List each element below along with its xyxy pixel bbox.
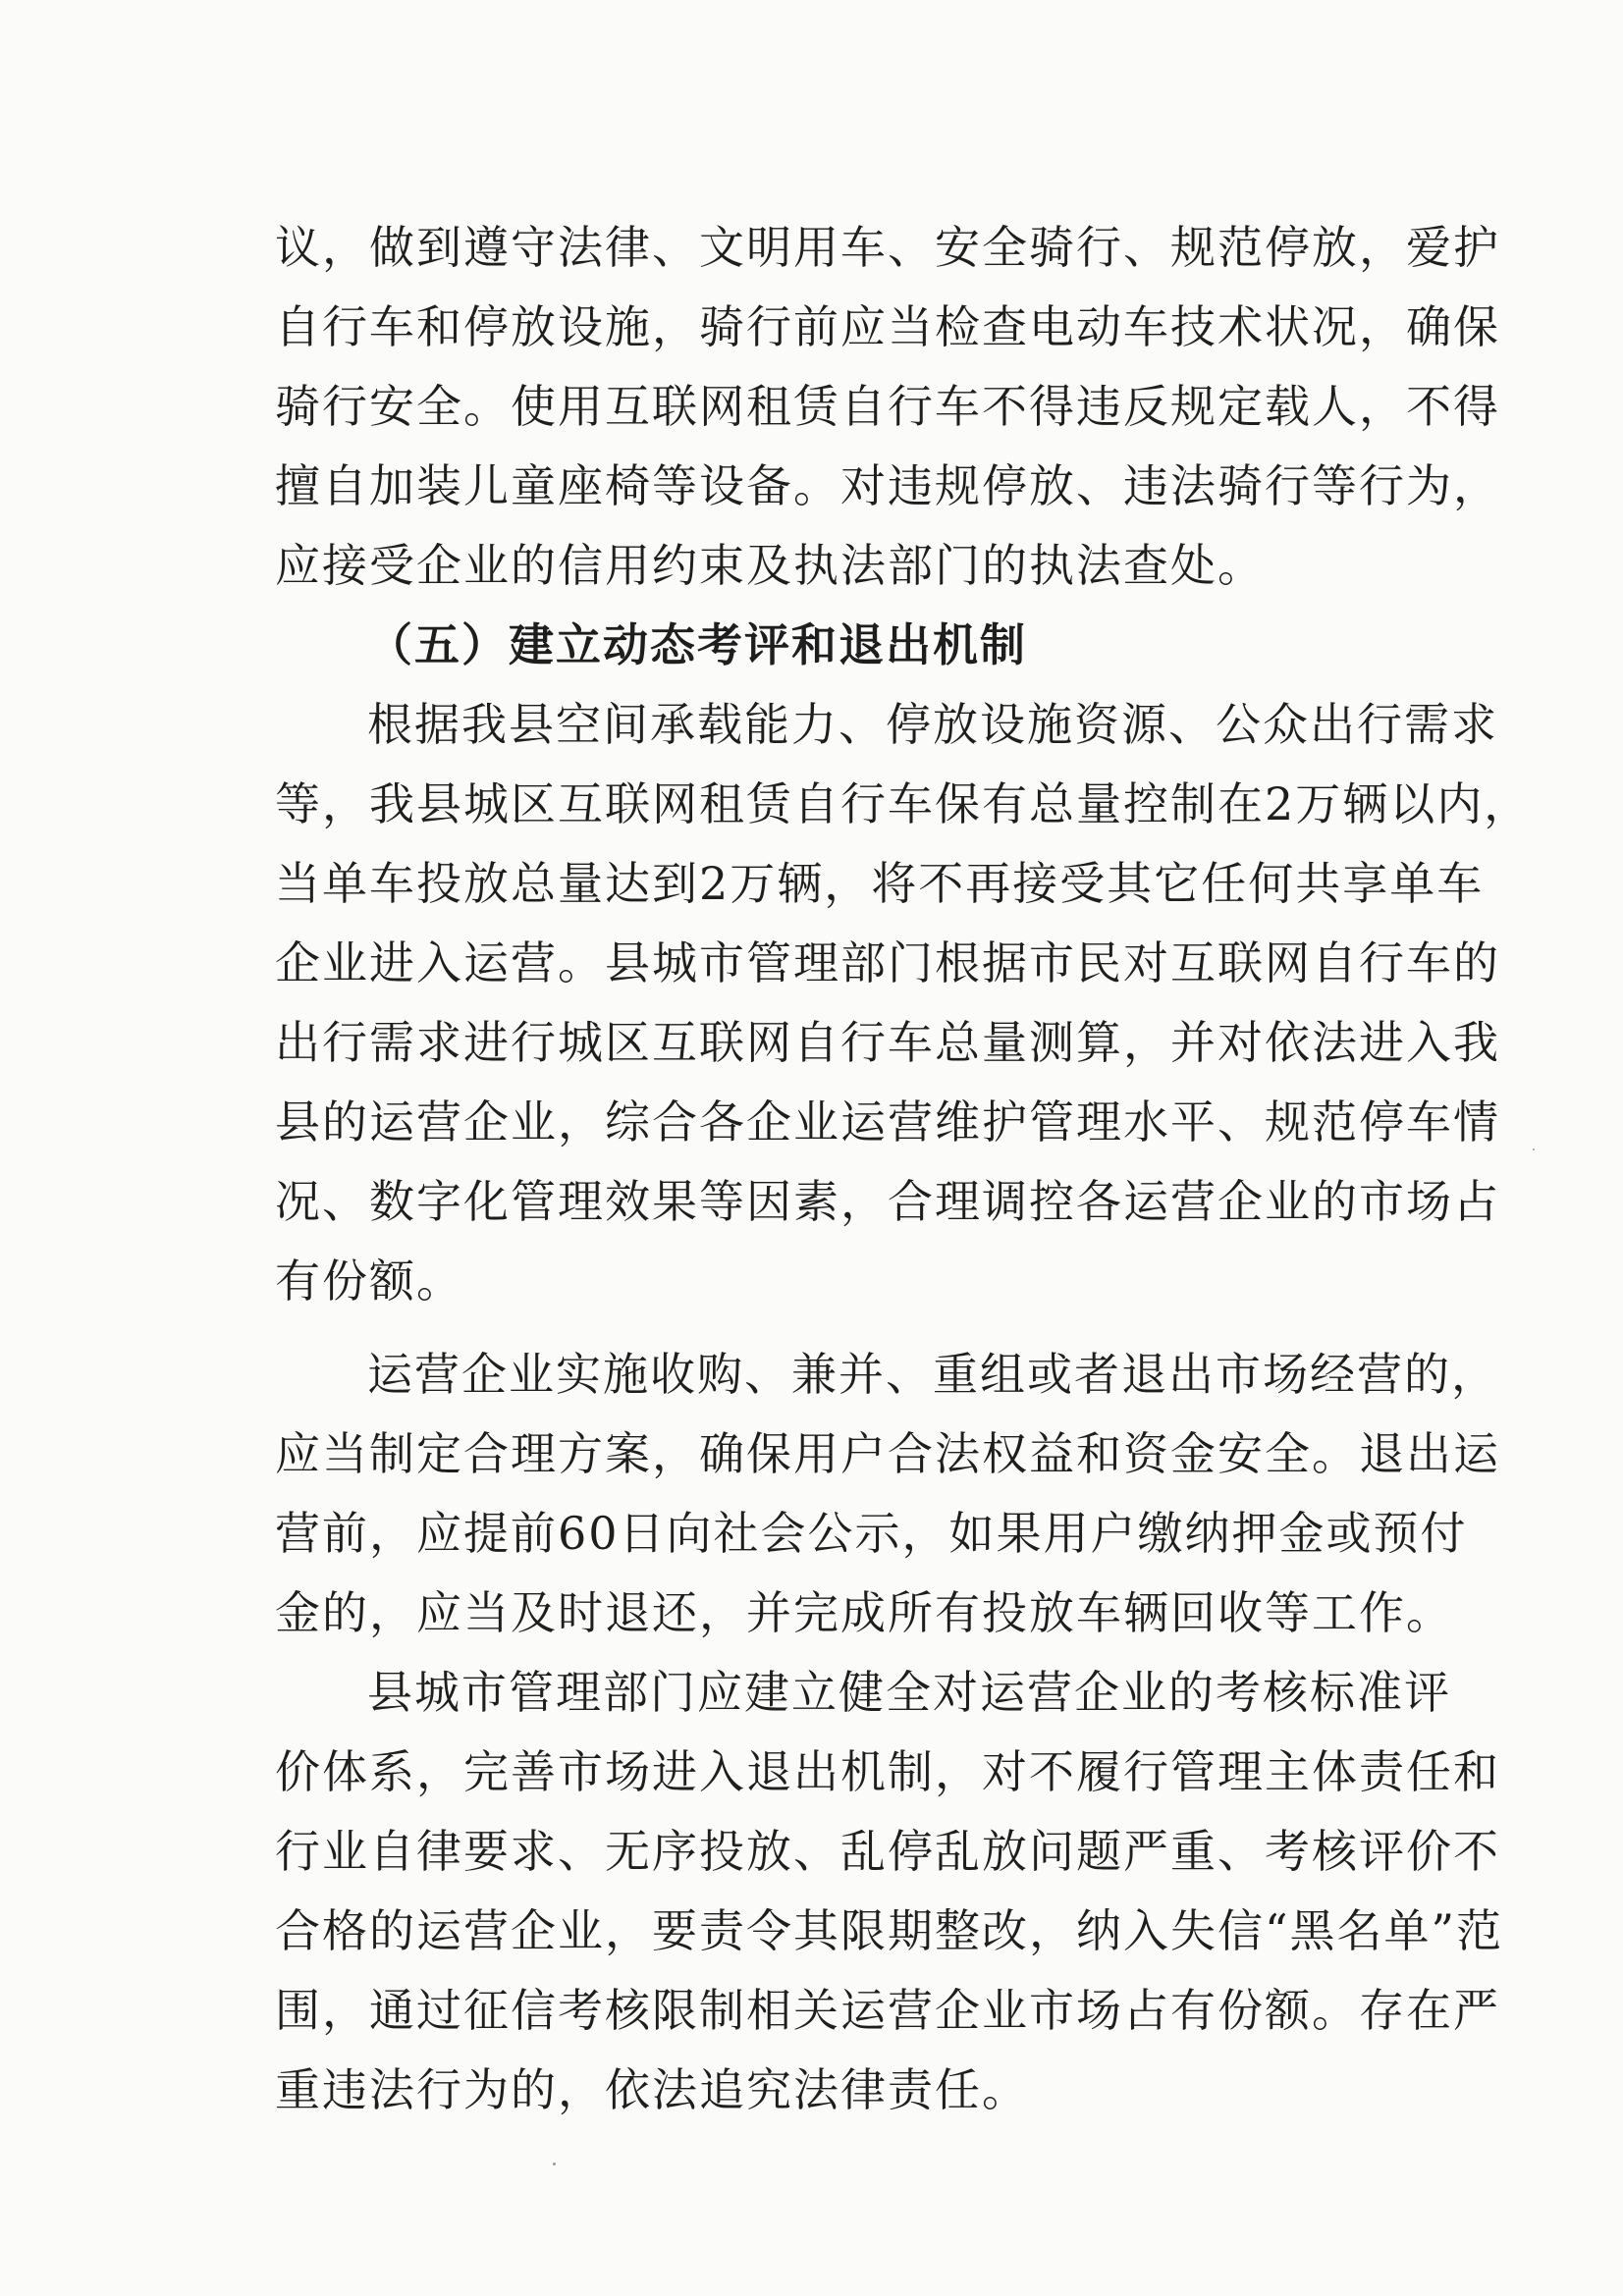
text-line: 重违法行为的，依法追究法律责任。 xyxy=(275,2063,1029,2116)
text-line: 应接受企业的信用约束及执法部门的执法查处。 xyxy=(275,539,1265,592)
text-line: 合格的运营企业，要责令其限期整改，纳入失信“黑名单”范 xyxy=(275,1904,1504,1957)
section-heading xyxy=(275,606,1404,685)
text-line: 根据我县空间承载能力、停放设施资源、公众出行需求 xyxy=(367,698,1498,751)
scan-speck xyxy=(1533,1148,1535,1150)
document-body xyxy=(275,208,1532,2130)
paragraph-exit-procedure xyxy=(275,1335,1500,1653)
text-line: 当单车投放总量达到2万辆，将不再接受其它任何共享单车 xyxy=(275,857,1485,910)
text-line: 企业进入运营。县城市管理部门根据市民对互联网自行车的 xyxy=(275,936,1500,989)
text-line: 营前，应提前60日向社会公示，如果用户缴纳押金或预付 xyxy=(275,1507,1468,1560)
text-line: 骑行安全。使用互联网租赁自行车不得违反规定载人，不得 xyxy=(275,380,1500,433)
text-line: 围，通过征信考核限制相关运营企业市场占有份额。存在严 xyxy=(275,1984,1500,2037)
text-line: 行业自律要求、无序投放、乱停乱放问题严重、考核评价不 xyxy=(275,1825,1500,1878)
text-line: 县的运营企业，综合各企业运营维护管理水平、规范停车情 xyxy=(275,1095,1500,1148)
paragraph-continuation xyxy=(275,208,1500,606)
text-line: 等，我县城区互联网租赁自行车保有总量控制在2万辆以内， xyxy=(275,777,1532,830)
paragraph-gap xyxy=(275,1321,1404,1335)
heading-text: （五）建立动态考评和退出机制 xyxy=(367,618,1027,671)
text-line: 况、数字化管理效果等因素，合理调控各运营企业的市场占 xyxy=(275,1175,1500,1228)
text-line: 应当制定合理方案，确保用户合法权益和资金安全。退出运 xyxy=(275,1427,1500,1480)
paragraph-evaluation-system xyxy=(275,1653,1504,2130)
text-line: 运营企业实施收购、兼并、重组或者退出市场经营的， xyxy=(367,1348,1498,1401)
scan-speck xyxy=(553,2163,556,2165)
text-line: 有份额。 xyxy=(275,1255,463,1308)
text-line: 县城市管理部门应建立健全对运营企业的考核标准评 xyxy=(367,1666,1451,1719)
text-line: 擅自加装儿童座椅等设备。对违规停放、违法骑行等行为， xyxy=(275,459,1500,512)
text-line: 出行需求进行城区互联网自行车总量测算，并对依法进入我 xyxy=(275,1016,1500,1069)
paragraph-total-control xyxy=(275,685,1532,1321)
text-line: 金的，应当及时退还，并完成所有投放车辆回收等工作。 xyxy=(275,1586,1453,1639)
text-line: 价体系，完善市场进入退出机制，对不履行管理主体责任和 xyxy=(275,1745,1500,1798)
text-line: 议，做到遵守法律、文明用车、安全骑行、规范停放，爱护 xyxy=(275,221,1500,274)
text-line: 自行车和停放设施，骑行前应当检查电动车技术状况，确保 xyxy=(275,300,1500,353)
